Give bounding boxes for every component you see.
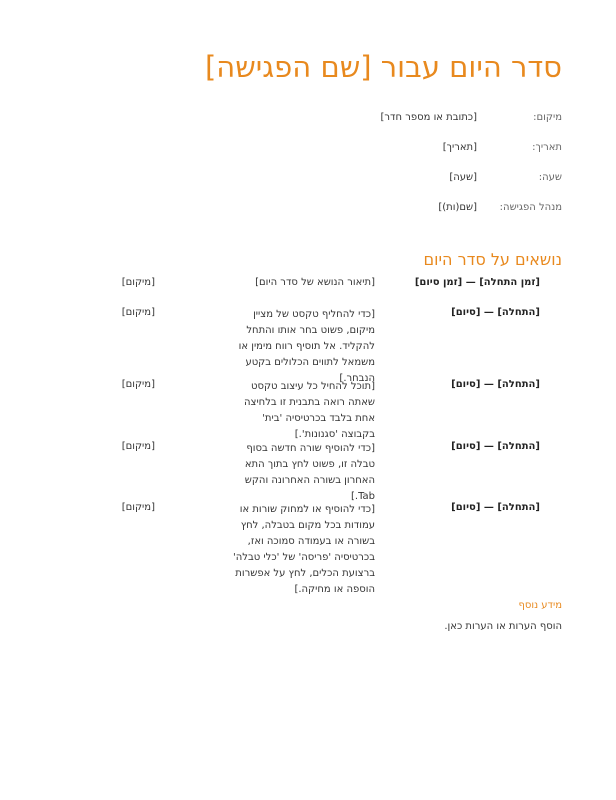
agenda-time: [זמן התחלה] — [זמן סיום] [414,277,540,288]
section-title: נושאים על סדר היום [423,250,562,269]
agenda-location: [מיקום] [121,277,155,288]
meta-label-organizer: מנהל הפגישה: [499,202,562,213]
agenda-description: [תיאור הנושא של סדר היום] [255,277,375,288]
meta-value-date: [תאריך] [442,142,477,153]
agenda-time: [התחלה] — [סיום] [451,502,540,513]
agenda-description: [כדי להחליף טקסט של מציין מיקום, פשוט בחר אותו והתחל להקליד. אל תוסיף רווח מימין או משמאל לתווים הכלולים בקטע הנבחר.] [238,309,375,384]
additional-info-heading: מידע נוסף [518,600,562,611]
meta-value-organizer: [שם(ות)] [438,202,477,213]
agenda-description: [כדי להוסיף שורה חדשה בסוף טבלה זו, פשוט לחץ בתוך התא האחרון בשורה האחרונה והקש Tab.] [244,443,375,502]
agenda-time: [התחלה] — [סיום] [451,441,540,452]
agenda-location: [מיקום] [121,379,155,390]
meta-value-time: [שעה] [449,172,477,183]
agenda-description: [תוכל להחיל כל עיצוב טקסט שאתה רואה בתבנית זו בלחיצה אחת בלבד בכרטיסיה 'בית' בקבוצה 'סגנונות'.] [243,381,375,440]
agenda-location: [מיקום] [121,502,155,513]
meta-label-location: מיקום: [533,112,562,123]
page-title: סדר היום עבור [שם הפגישה] [204,50,562,84]
meta-label-time: שעה: [538,172,562,183]
agenda-time: [התחלה] — [סיום] [451,379,540,390]
meta-label-date: תאריך: [532,142,562,153]
agenda-time: [התחלה] — [סיום] [451,307,540,318]
agenda-location: [מיקום] [121,441,155,452]
agenda-description: [כדי להוסיף או למחוק שורות או עמודות בכל מקום בטבלה, לחץ בשורה או בעמודה סמוכה ואז, בכרטיסיה 'פריסה' של 'כלי טבלה' ברצועת הכלים, לחץ על אפשרות הוספה או מחיקה.] [232,504,375,595]
meta-value-location: [כתובת או מספר חדר] [380,112,477,123]
agenda-location: [מיקום] [121,307,155,318]
additional-info-text: הוסף הערות או הערות כאן. [444,621,562,632]
